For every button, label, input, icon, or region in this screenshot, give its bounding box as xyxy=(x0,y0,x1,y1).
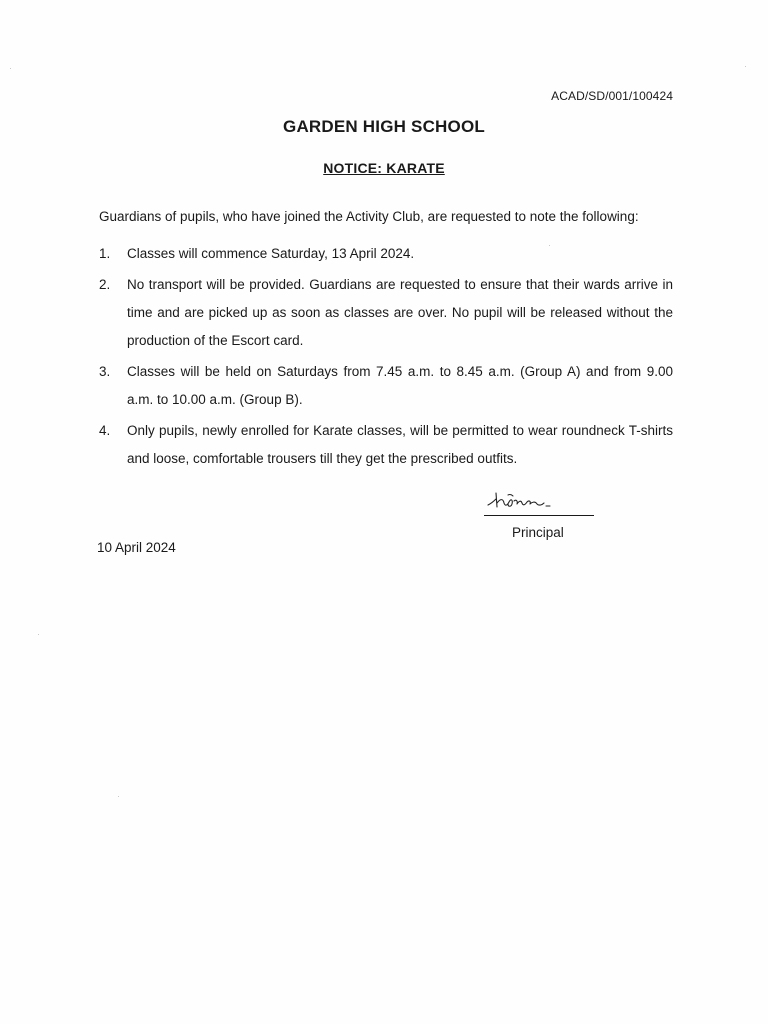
notice-date: 10 April 2024 xyxy=(97,540,176,555)
list-item xyxy=(99,417,673,473)
scan-speck xyxy=(745,66,746,67)
reference-number: ACAD/SD/001/100424 xyxy=(551,89,673,103)
scan-speck xyxy=(10,68,11,69)
item-number: 3. xyxy=(99,364,111,379)
item-number: 1. xyxy=(99,246,111,261)
list-item xyxy=(99,271,673,355)
notice-items-list xyxy=(99,240,673,476)
signatory-title: Principal xyxy=(512,525,564,540)
signature-line xyxy=(484,515,594,516)
item-text: Only pupils, newly enrolled for Karate classes, will be permitted to wear roundneck T-shirts and loose, comfortable trousers till they get the prescribed outfits. xyxy=(127,423,673,466)
scan-speck xyxy=(549,245,550,246)
item-number: 4. xyxy=(99,423,111,438)
intro-paragraph: Guardians of pupils, who have joined the Activity Club, are requested to note the following: xyxy=(99,209,639,224)
scan-speck xyxy=(118,796,119,797)
item-number: 2. xyxy=(99,277,111,292)
list-item xyxy=(99,240,673,268)
item-text: Classes will commence Saturday, 13 April 2024. xyxy=(127,246,415,261)
notice-title: NOTICE: KARATE xyxy=(323,160,445,176)
item-text: Classes will be held on Saturdays from 7.45 a.m. to 8.45 a.m. (Group A) and from 9.00 a.m. to 10.00 a.m. (Group B). xyxy=(127,364,673,407)
signature-block xyxy=(484,489,594,549)
scan-speck xyxy=(38,634,39,635)
item-text: No transport will be provided. Guardians are requested to ensure that their wards arrive in time and are picked up as soon as classes are over. No pupil will be released without the production of the Escort card. xyxy=(127,277,673,348)
school-name: GARDEN HIGH SCHOOL xyxy=(283,117,485,136)
list-item xyxy=(99,358,673,414)
handwritten-signature xyxy=(486,489,566,513)
